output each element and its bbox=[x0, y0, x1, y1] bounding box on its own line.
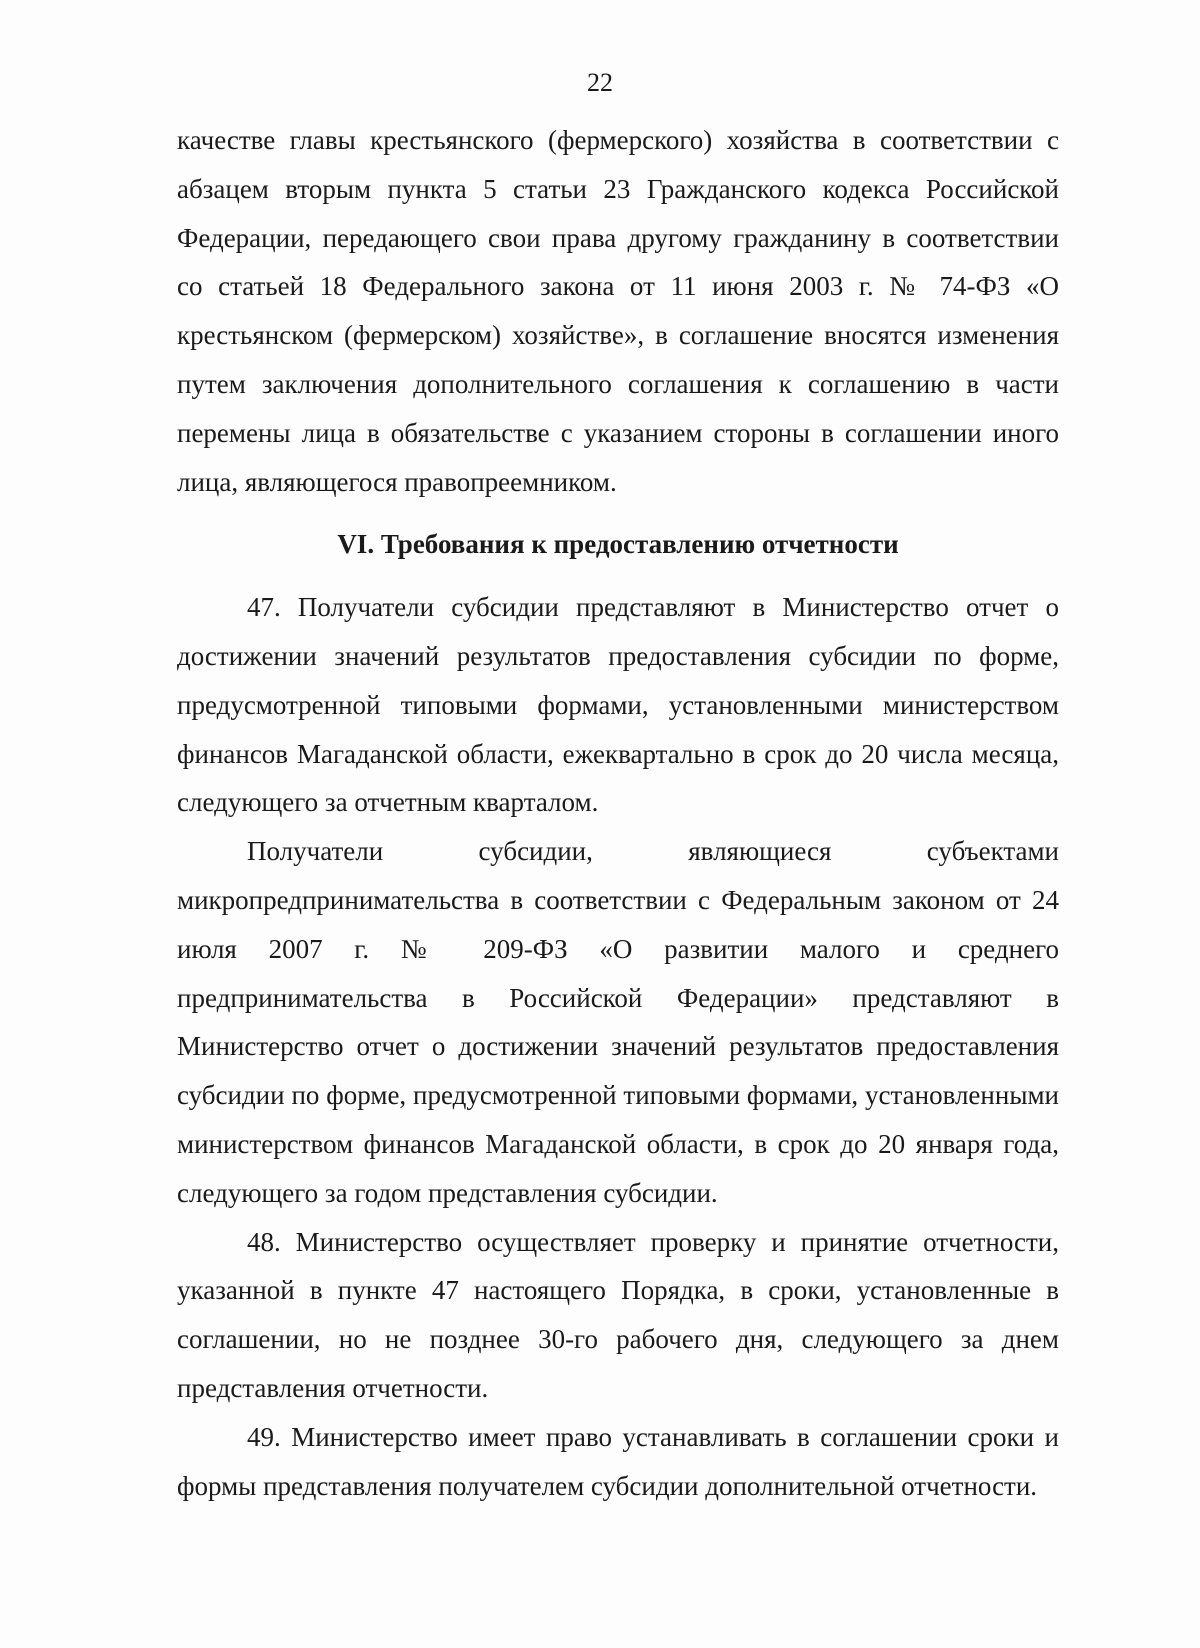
paragraph-47-second: Получатели субсидии, являющиеся субъектами микропредпринимательства в соответствии с Федеральным законом от 24 июля 2007 г. № 209-ФЗ «О развитии малого и среднего предпринимательства в Российской Федерации» представляют в Министерство отчет о достижении значений результатов предоставления субсидии по форме, предусмотренной типовыми формами, установленными министерством финансов Магаданской области, в срок до 20 января года, следующего за годом представления субсидии. bbox=[177, 836, 1059, 1208]
page-number: 22 bbox=[587, 68, 613, 97]
section-heading: VI. Требования к предоставлению отчетности bbox=[337, 529, 899, 560]
paragraph-47: 47. Получатели субсидии представляют в Министерство отчет о достижении значений результатов предоставления субсидии по форме, предусмотренной типовыми формами, установленными министерством финансов Магаданской области, ежеквартально в срок до 20 числа месяца, следующего за отчетным кварталом. bbox=[177, 592, 1059, 818]
paragraph-49: 49. Министерство имеет право устанавливать в соглашении сроки и формы представления получателем субсидии дополнительной отчетности. bbox=[177, 1421, 1059, 1501]
paragraph-intro: качестве главы крестьянского (фермерского) хозяйства в соответствии с абзацем вторым пункта 5 статьи 23 Гражданского кодекса Российской Федерации, передающего свои права другому гражданину в соответствии со статьей 18 Федерального закона от 11 июня 2003 г. № 74-ФЗ «О крестьянском (фермерском) хозяйстве», в соглашение вносятся изменения путем заключения дополнительного соглашения к соглашению в части перемены лица в обязательстве с указанием стороны в соглашении иного лица, являющегося правопреемником. bbox=[177, 125, 1059, 497]
paragraph-48: 48. Министерство осуществляет проверку и принятие отчетности, указанной в пункте 47 настоящего Порядка, в сроки, установленные в соглашении, но не позднее 30-го рабочего дня, следующего за днем представления отчетности. bbox=[177, 1226, 1059, 1403]
document-body bbox=[177, 116, 1059, 1510]
